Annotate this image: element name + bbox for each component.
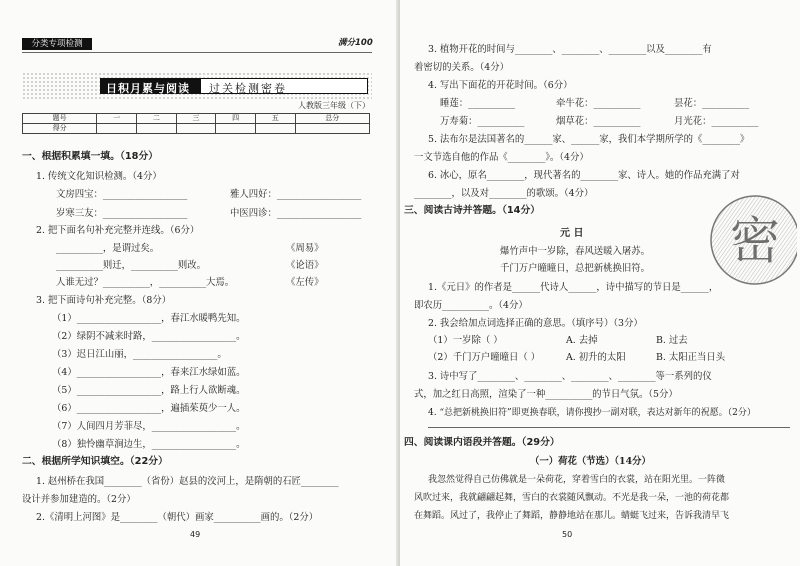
answer-blank[interactable]: （2）千门万户曈曈日（ ） <box>428 352 541 363</box>
fill-in-line[interactable]: 一文节选自他的作品《________》。（4分） <box>414 152 589 163</box>
passage-line: 我忽然觉得自己仿佛就是一朵荷花，穿着雪白的衣裳，站在阳光里。一阵微 <box>428 475 726 485</box>
score-input-cell[interactable] <box>137 124 177 134</box>
fill-in-line[interactable]: __________，是谓过矣。 <box>56 243 160 254</box>
table-cell: 一 <box>97 114 137 124</box>
confidential-stamp-icon <box>705 190 797 292</box>
fill-in-line[interactable]: （5）__________________，路上行人欲断魂。 <box>52 385 246 396</box>
question-text: 2. 把下面名句补充完整并连线。（6分） <box>36 225 200 236</box>
passage-line: 风吹过来，我就翩翩起舞，雪白的衣裳随风飘动。不光是我一朵，一池的荷花都 <box>414 493 730 503</box>
question-text: 2. 我会给加点词选择正确的意思。（填序号）（3分） <box>428 318 643 329</box>
fill-in-line[interactable]: 式，加之红日高照，渲染了一种__________的节日气氛。（5分） <box>414 389 678 400</box>
table-cell: 题号 <box>23 114 97 124</box>
fill-in-line[interactable]: 文房四宝：__________________ <box>56 189 188 200</box>
choice-option: A. 初升的太阳 <box>566 352 626 363</box>
fill-in-line[interactable]: （3）迟日江山丽，__________________。 <box>52 349 227 360</box>
edition-label: 人教版三年级（下） <box>298 101 370 110</box>
fill-in-line[interactable]: 睡莲：__________ <box>440 98 516 109</box>
choice-option: B. 太阳正当日头 <box>656 352 726 363</box>
score-input-cell[interactable] <box>255 124 295 134</box>
page-number: 50 <box>562 530 573 539</box>
fill-in-line[interactable]: （2）绿阴不减来时路，__________________。 <box>52 331 246 342</box>
section-heading: 二、根据所学知识填空。（22分） <box>22 456 168 467</box>
question-text: 4. “总把新桃换旧符”即更换春联，请你搜抄一副对联，表达对新年的祝愿。（2分） <box>428 408 756 418</box>
banner-title-black: 日积月累与阅读 <box>106 82 190 95</box>
section-heading: 四、阅读课内语段并答题。（29分） <box>404 437 560 448</box>
fill-in-line[interactable]: __________则迁，__________则改。 <box>56 260 207 271</box>
choice-option: A. 去掉 <box>566 335 598 346</box>
fill-in-line[interactable]: （1）__________________，春江水暖鸭先知。 <box>52 313 246 324</box>
poem-line: 爆竹声中一岁除，春风送暖入屠苏。 <box>500 246 651 257</box>
section-heading: 一、根据积累填一填。（18分） <box>22 151 159 162</box>
banner-white-box <box>200 78 368 94</box>
answer-line[interactable] <box>428 427 790 428</box>
section-heading: 三、阅读古诗并答题。（14分） <box>404 205 541 216</box>
table-cell: 总分 <box>295 114 369 124</box>
fill-in-line[interactable]: 月光花：__________ <box>674 116 759 127</box>
fill-in-line[interactable]: ________，以及对________的歌颂。（4分） <box>414 188 594 199</box>
fill-in-line[interactable]: 牵牛花：__________ <box>556 98 641 109</box>
fill-in-line[interactable]: 2.《清明上河图》是________（朝代）画家__________画的。（2分） <box>36 512 319 523</box>
fill-in-line[interactable]: 1.《元日》的作者是______代诗人______，诗中描写的节日是______， <box>428 282 719 293</box>
table-cell: 五 <box>255 114 295 124</box>
fill-in-line[interactable]: （6）__________________，遍插茱萸少一人。 <box>52 403 246 414</box>
fill-in-line[interactable]: 昙花：__________ <box>674 98 750 109</box>
fill-in-line[interactable]: （7）人间四月芳菲尽，__________________。 <box>52 421 246 432</box>
category-tag: 分类专项检测 <box>22 38 92 50</box>
question-text: 4. 写出下面花的开花时间。（6分） <box>428 80 573 91</box>
fill-in-line[interactable]: 烟草花：__________ <box>556 116 641 127</box>
fill-in-line[interactable]: 6. 冰心，原名________，现代著名的________家、诗人。她的作品充满了对 <box>428 170 740 181</box>
question-text: 3. 把下面诗句补充完整。（8分） <box>36 295 172 306</box>
title-banner <box>100 78 368 94</box>
table-cell: 得分 <box>23 124 97 134</box>
stamp-character: 密 <box>730 212 780 270</box>
fill-in-line[interactable]: 3. 诗中写了________、________、________、________等一系列的仪 <box>428 371 712 382</box>
score-table-row <box>23 124 370 134</box>
score-table-row <box>23 114 370 124</box>
fill-in-line[interactable]: 即农历__________。（4分） <box>414 300 528 311</box>
score-input-cell[interactable] <box>216 124 256 134</box>
fill-in-line[interactable]: 万寿菊：__________ <box>440 116 525 127</box>
source-label: 《周易》 <box>286 243 324 254</box>
banner-title-white: 过关检测密卷 <box>209 82 287 95</box>
fill-in-line[interactable]: 雅人四好：__________________ <box>230 189 362 200</box>
fill-in-line[interactable]: 中医四诊：__________________ <box>230 208 362 219</box>
fill-in-line[interactable]: （4）__________________，春来江水绿如蓝。 <box>52 367 246 378</box>
choice-option: B. 过去 <box>656 335 688 346</box>
fill-in-line[interactable]: 人谁无过？__________，__________大焉。 <box>56 277 235 288</box>
fill-in-line[interactable]: 5. 法布尔是法国著名的______家、______家，我们本学期所学的《________》 <box>428 134 750 145</box>
page-number: 49 <box>190 530 201 539</box>
poem-line: 千门万户曈曈日，总把新桃换旧符。 <box>500 263 651 274</box>
question-text: 设计并参加建造的。（2分） <box>22 494 136 505</box>
source-label: 《左传》 <box>286 277 324 288</box>
passage-title: （一）荷花（节选）（14分） <box>530 456 651 467</box>
passage-line: 在舞蹈。风过了，我停止了舞蹈，静静地站在那儿。蜻蜓飞过来，告诉我清早飞 <box>414 511 730 521</box>
full-score-label: 满分100 <box>338 38 373 48</box>
fill-in-line[interactable]: 3. 植物开花的时间与________、________、________以及________有 <box>428 44 712 55</box>
question-text: 1. 传统文化知识检测。（4分） <box>36 171 162 182</box>
header-rule <box>22 52 372 53</box>
table-cell: 三 <box>176 114 216 124</box>
poem-title: 元 日 <box>560 228 584 239</box>
score-input-cell[interactable] <box>97 124 137 134</box>
table-cell: 二 <box>137 114 177 124</box>
fill-in-line[interactable]: 岁寒三友：__________________ <box>56 208 188 219</box>
score-input-cell[interactable] <box>176 124 216 134</box>
fill-in-line[interactable]: 1. 赵州桥在我国________（省份）赵县的洨河上，是隋朝的石匠________ <box>36 476 339 487</box>
answer-blank[interactable]: （1）一岁除（ ） <box>428 335 503 346</box>
table-cell: 四 <box>216 114 256 124</box>
score-table <box>22 113 370 134</box>
score-input-cell[interactable] <box>295 124 369 134</box>
source-label: 《论语》 <box>286 260 324 271</box>
fill-in-line[interactable]: （8）独怜幽草涧边生，__________________。 <box>52 439 246 450</box>
question-text: 着密切的关系。（4分） <box>414 62 510 73</box>
